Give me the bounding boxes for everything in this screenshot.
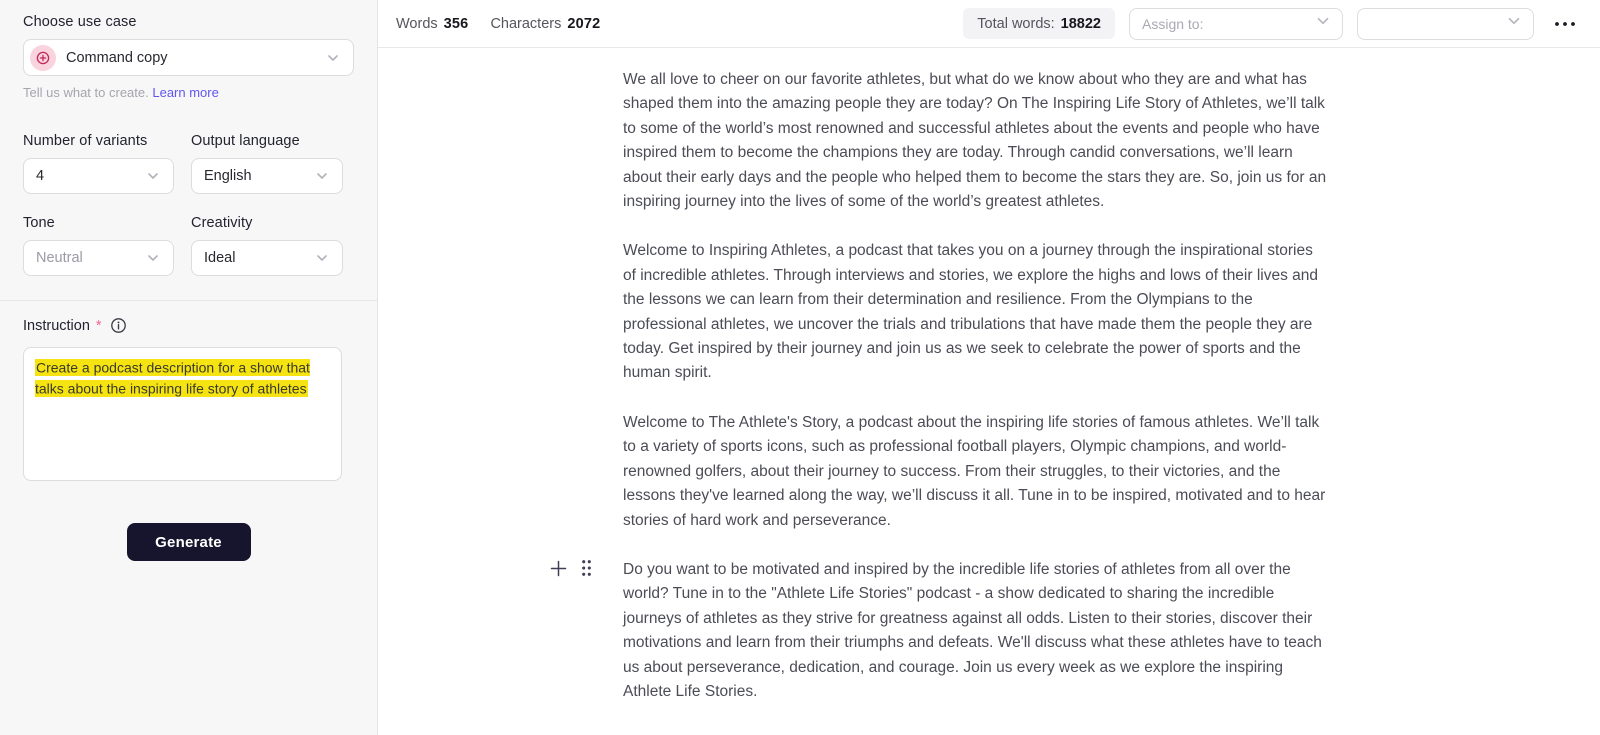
paragraph[interactable]: We all love to cheer on our favorite athletes, but what do we know about who they are and what has shaped them into the amazing people they are today? On The Inspiring Life Story of Athletes, we’ll talk to some of the world’s most renowned and successful athletes about the events and people who have inspired them to become the champions they are today. Through candid conversations, we’ll learn about their early days and the people who helped them to become the stars they are. So, join us for an inspiring journey into the lives of some of the world’s greatest athletes. — [623, 71, 1327, 211]
variants-value: 4 — [36, 168, 45, 184]
paragraph[interactable]: Welcome to Inspiring Athletes, a podcast that takes you on a journey through the inspirational stories of incredible athletes. Through interviews and stories, we explore the highs and lows of their lives and the lessons we can learn from their determination and resilience. From the Olympians to the professional athletes, we uncover the trials and tribulations that have made them the people they are today. Get inspired by their journey and join us as we seek to celebrate the power of sports and the human spirit. — [623, 242, 1319, 382]
language-value: English — [204, 168, 252, 184]
info-icon[interactable] — [110, 317, 127, 334]
creativity-select[interactable] — [191, 240, 343, 276]
toolbar-actions — [963, 8, 1578, 40]
chevron-down-icon — [325, 50, 341, 66]
variants-select[interactable] — [23, 158, 174, 194]
chevron-down-icon — [145, 250, 161, 266]
use-case-select[interactable] — [23, 39, 354, 76]
variants-label: Number of variants — [23, 133, 148, 149]
word-count — [396, 16, 468, 32]
instruction-input[interactable] — [23, 347, 342, 481]
document-content — [623, 48, 1328, 704]
language-select[interactable] — [191, 158, 343, 194]
required-asterisk: * — [95, 317, 102, 334]
more-options-icon[interactable] — [1552, 16, 1578, 32]
command-copy-icon — [30, 45, 56, 71]
instruction-label: Instruction — [23, 317, 90, 334]
paragraph-block — [623, 558, 1328, 704]
document-area[interactable] — [378, 48, 1600, 735]
editor-main — [378, 0, 1600, 735]
creativity-value: Ideal — [204, 250, 236, 266]
secondary-select[interactable] — [1357, 8, 1534, 40]
add-block-icon[interactable] — [549, 559, 568, 578]
sidebar-settings-section — [0, 0, 377, 300]
editor-toolbar — [378, 0, 1600, 48]
chevron-down-icon — [145, 168, 161, 184]
use-case-helper — [23, 85, 354, 100]
variants-field — [23, 133, 174, 194]
helper-text: Tell us what to create. — [23, 85, 149, 100]
toolbar-stats — [396, 16, 600, 32]
language-label: Output language — [191, 133, 300, 149]
settings-grid — [23, 133, 354, 276]
character-count-label: Characters — [490, 15, 562, 32]
block-controls — [549, 559, 592, 578]
total-words-badge — [963, 8, 1115, 39]
character-count-value: 2072 — [567, 15, 601, 32]
language-field — [191, 133, 343, 194]
character-count — [490, 16, 600, 32]
assign-to-placeholder: Assign to: — [1142, 15, 1204, 32]
tone-value: Neutral — [36, 250, 83, 266]
learn-more-link[interactable]: Learn more — [152, 85, 219, 100]
word-count-value: 356 — [443, 15, 469, 32]
total-words-value: 18822 — [1060, 15, 1101, 32]
paragraph[interactable]: Welcome to The Athlete's Story, a podcast about the inspiring life stories of famous athletes. We’ll talk to a variety of sports icons, such as professional football players, Olympic champions, and world-renowned golfers, about their journey to success. From their struggles, to their victories, and the lessons they've learned along the way, we’ll discuss it all. Tune in to be inspired, motivated and to hear stories of hard work and perseverance. — [623, 413, 1326, 529]
sidebar — [0, 0, 378, 735]
total-words-label: Total words: — [977, 15, 1055, 32]
instruction-highlighted-text: Create a podcast description for a show that talks about the inspiring life story of athletes — [35, 359, 310, 396]
generate-button-row — [23, 523, 354, 561]
paragraph[interactable]: Do you want to be motivated and inspired by the incredible life stories of athletes from all over the world? Tune in to the "Athlete Life Stories" podcast - a show dedicated to sharing the incredible journeys of athletes as they strive for greatness against all odds. Listen to their stories, discover their motivations and learn from their triumphs and defeats. We'll discuss what these athletes have to teach us about perseverance, dedication, and courage. Join us every week as we explore the inspiring Athlete Life Stories. — [623, 560, 1322, 700]
generate-button[interactable]: Generate — [127, 523, 251, 561]
word-count-label: Words — [396, 15, 438, 32]
use-case-label: Choose use case — [23, 14, 137, 30]
tone-select[interactable] — [23, 240, 174, 276]
instruction-label-row — [23, 317, 354, 334]
assign-to-select[interactable] — [1129, 8, 1343, 40]
use-case-value: Command copy — [66, 49, 168, 66]
sidebar-instruction-section — [0, 301, 377, 561]
tone-label: Tone — [23, 215, 55, 231]
tone-field — [23, 215, 174, 276]
chevron-down-icon — [1314, 12, 1332, 35]
drag-handle-icon[interactable] — [581, 559, 592, 577]
chevron-down-icon — [314, 168, 330, 184]
creativity-field — [191, 215, 343, 276]
creativity-label: Creativity — [191, 215, 253, 231]
chevron-down-icon — [314, 250, 330, 266]
chevron-down-icon — [1505, 12, 1523, 35]
